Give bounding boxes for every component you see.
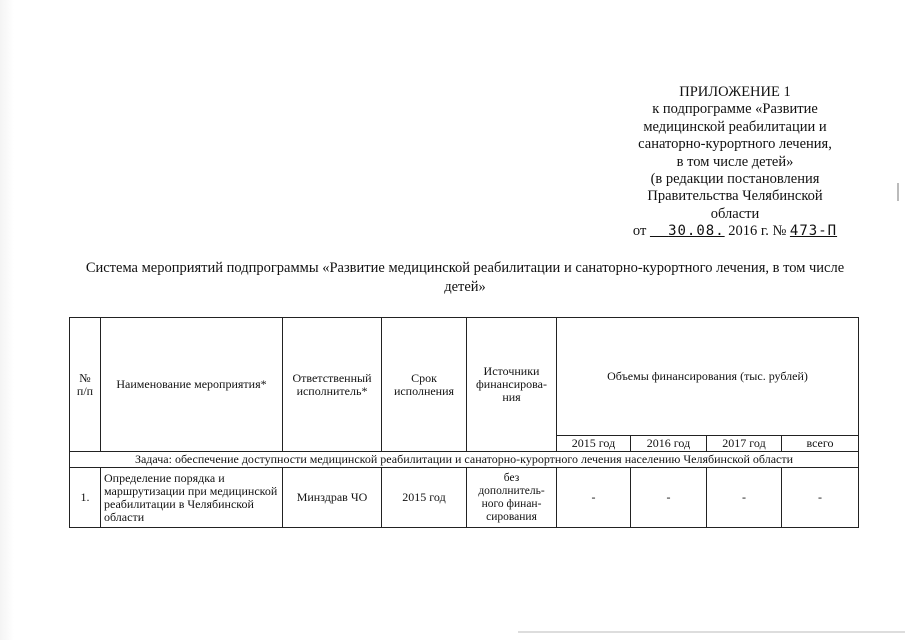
header-row [70, 318, 859, 436]
row-value-2015: - [557, 468, 631, 528]
row-executor: Минздрав ЧО [283, 468, 382, 528]
appendix-line: области [710, 205, 760, 222]
header-source: Источники финансирова-ния [467, 318, 557, 452]
row-value-2016: - [631, 468, 707, 528]
task-row [70, 452, 859, 468]
header-volume: Объемы финансирования (тыс. рублей) [557, 318, 859, 436]
row-value-total: - [782, 468, 859, 528]
header-executor: Ответственный исполнитель* [283, 318, 382, 452]
row-num: 1. [70, 468, 101, 528]
appendix-line: Правительства Челябинской [647, 188, 823, 205]
header-year-total: всего [782, 436, 859, 452]
header-year: 2015 год [557, 436, 631, 452]
header-year: 2016 год [631, 436, 707, 452]
appendix-line: санаторно-курортного лечения, [638, 136, 832, 153]
scan-bottom-line [518, 631, 905, 633]
task-text: Задача: обеспечение доступности медицинской реабилитации и санаторно-курортного лечения населению Челябинской области [70, 452, 859, 468]
decree-number: 473-П [789, 223, 838, 240]
row-value-2017: - [707, 468, 782, 528]
appendix-line: (в редакции постановления [650, 171, 820, 188]
decree-date: 30.08. [668, 223, 725, 240]
header-term: Срок исполнения [382, 318, 467, 452]
row-term: 2015 год [382, 468, 467, 528]
appendix-line: ПРИЛОЖЕНИЕ 1 [679, 84, 791, 100]
row-name: Определение порядка и маршрутизации при медицинской реабилитации в Челябинской области [101, 468, 283, 528]
header-num: № п/п [70, 318, 101, 452]
date-year: 2016 г. № [728, 223, 787, 240]
header-year: 2017 год [707, 436, 782, 452]
date-prefix: от [632, 223, 647, 240]
scan-left-edge [0, 0, 14, 640]
appendix-line: медицинской реабилитации и [643, 118, 827, 135]
appendix-line: к подпрограмме «Развитие [652, 101, 818, 118]
header-name: Наименование мероприятия* [101, 318, 283, 452]
decree-date-line [600, 223, 870, 240]
appendix-line: в том числе детей» [676, 153, 794, 170]
row-source: без дополнитель-ного финан-сирования [467, 468, 557, 528]
appendix-block [600, 84, 870, 241]
date-underline [650, 223, 725, 239]
document-title: Система мероприятий подпрограммы «Развитие медицинской реабилитации и санаторно-курортного лечения, в том числе детей» [85, 260, 845, 295]
table-row [70, 468, 859, 528]
scan-mark [897, 183, 899, 201]
measures-table [69, 317, 859, 528]
